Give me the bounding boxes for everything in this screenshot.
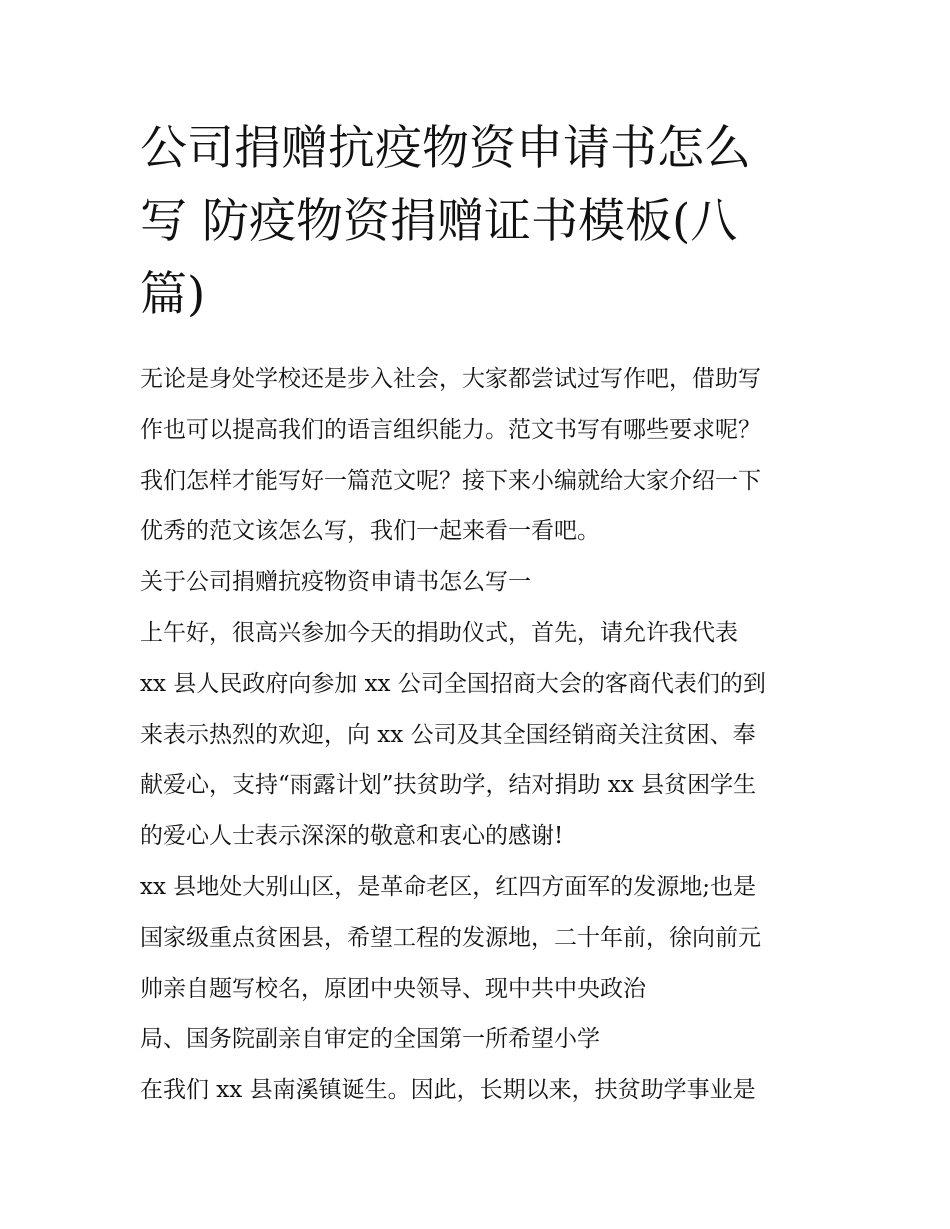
- body-line: 来表示热烈的欢迎，向 xx 公司及其全国经销商关注贫困、奉: [140, 721, 756, 748]
- title-line: 篇): [140, 267, 206, 322]
- section-heading: 关于公司捐赠抗疫物资申请书怎么写一: [140, 569, 531, 596]
- body-line: 帅亲自题写校名，原团中央领导、现中共中央政治: [140, 975, 646, 1002]
- title-line: 公司捐赠抗疫物资申请书怎么: [140, 121, 751, 176]
- title-line: 写 防疫物资捐赠证书模板(八: [140, 194, 738, 249]
- document-title: [140, 112, 820, 331]
- body-line: 作也可以提高我们的语言组织能力。范文书写有哪些要求呢？: [140, 416, 761, 443]
- body-line: 无论是身处学校还是步入社会，大家都尝试过写作吧，借助写: [140, 366, 761, 392]
- body-line: 的爱心人士表示深深的敬意和衷心的感谢!: [140, 823, 564, 850]
- body-line: 我们怎样才能写好一篇范文呢？接下来小编就给大家介绍一下: [140, 467, 761, 494]
- body-line: 国家级重点贫困县，希望工程的发源地，二十年前，徐向前元: [140, 924, 761, 951]
- body-line: 上午好，很高兴参加今天的捐助仪式，首先，请允许我代表: [140, 619, 738, 646]
- body-line: 献爱心，支持“雨露计划”扶贫助学，结对捐助 xx 县贫困学生: [140, 772, 757, 799]
- document-body: [140, 354, 830, 1116]
- body-line: xx 县人民政府向参加 xx 公司全国招商大会的客商代表们的到: [140, 670, 766, 697]
- body-line: 在我们 xx 县南溪镇诞生。因此，长期以来，扶贫助学事业是: [140, 1077, 756, 1104]
- body-line: 局、国务院副亲自审定的全国第一所希望小学: [140, 1026, 600, 1053]
- body-line: 优秀的范文该怎么写，我们一起来看一看吧。: [140, 518, 600, 545]
- body-line: xx 县地处大别山区，是革命老区，红四方面军的发源地;也是: [140, 873, 757, 900]
